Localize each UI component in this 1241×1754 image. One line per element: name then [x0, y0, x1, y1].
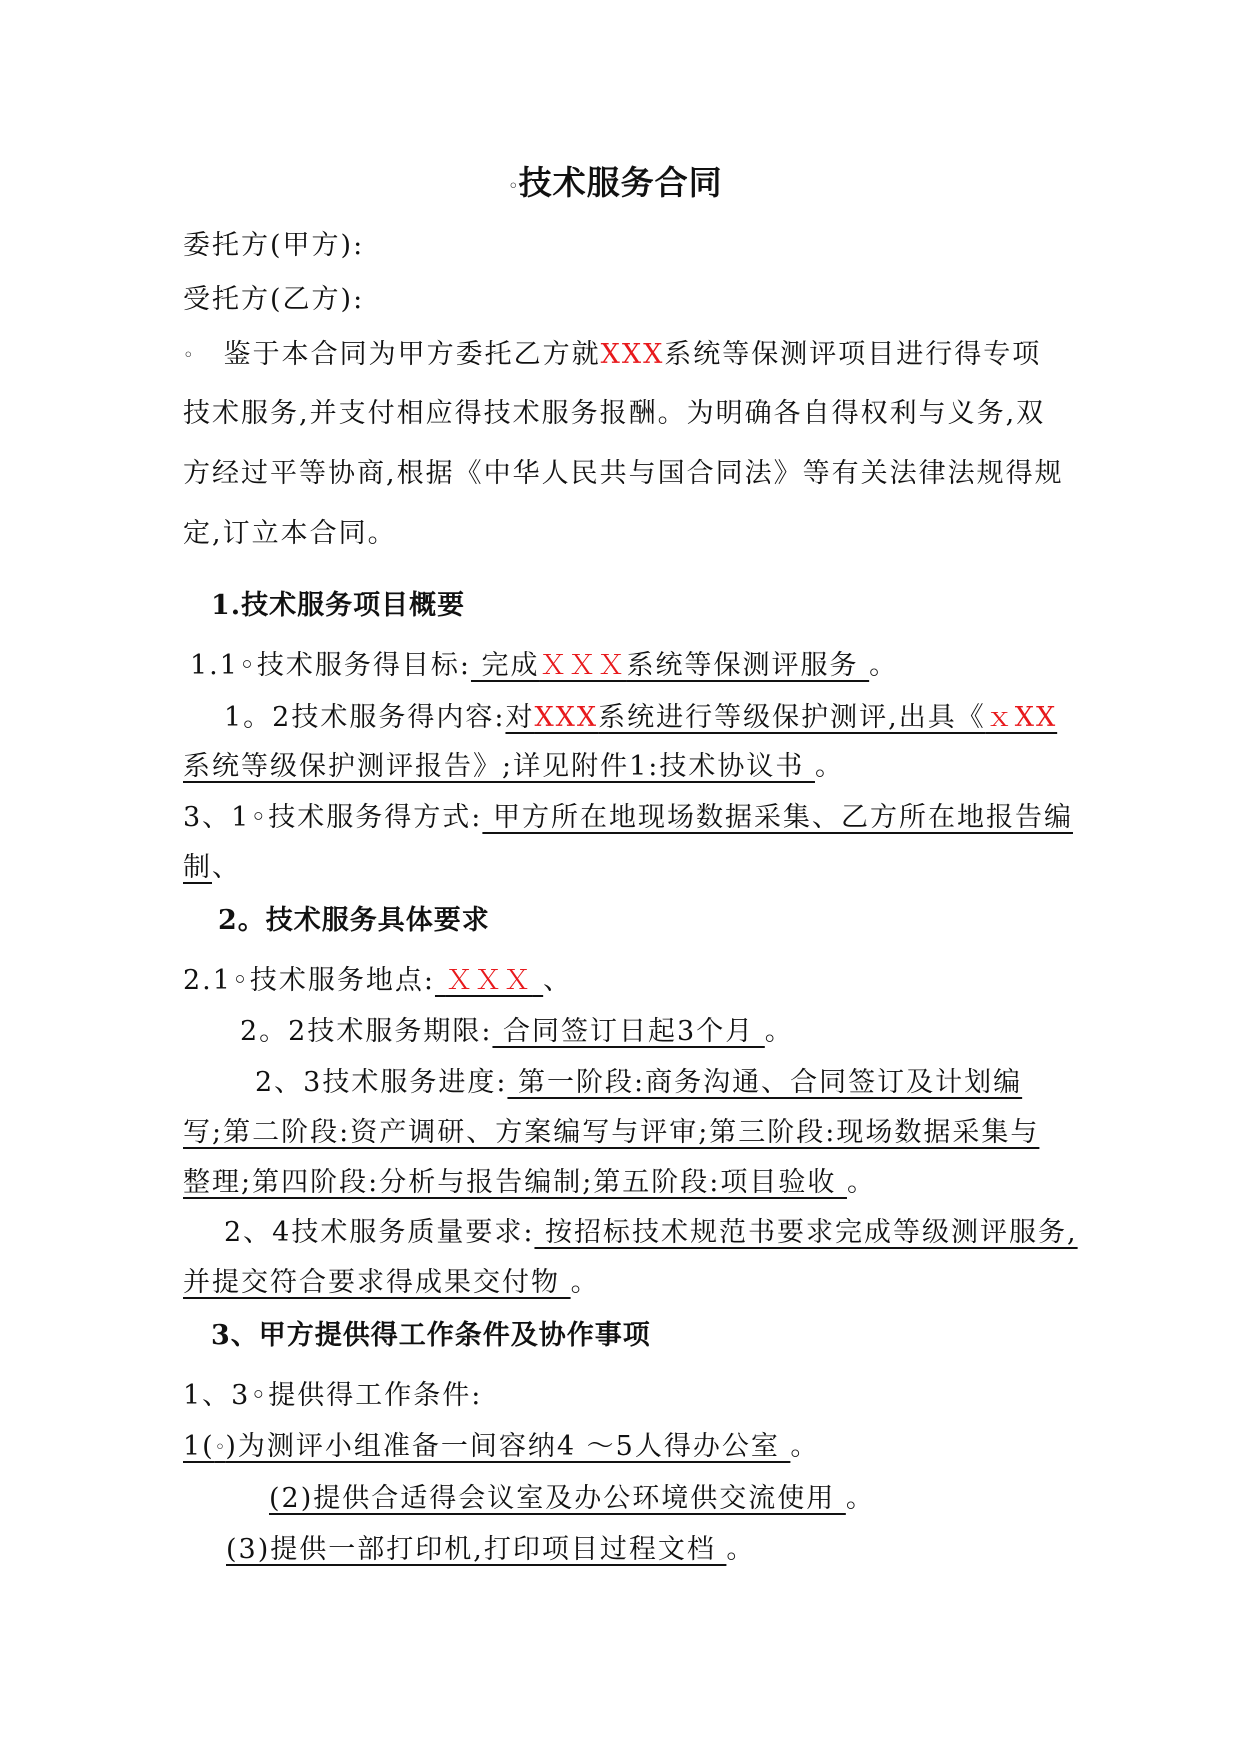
preamble-text-b: 系统等保测评项目进行得专项: [664, 339, 1042, 370]
item-1-2-placeholder: XXX: [534, 702, 599, 733]
section-1-heading: 1.技术服务项目概要: [211, 590, 466, 621]
preamble-line-1: [183, 337, 1041, 374]
item-1-2-placeholder-2: ｘXX: [985, 702, 1058, 733]
item-2-4-label: 2、4技术服务质量要求:: [224, 1217, 535, 1248]
preamble-text-a: 鉴于本合同为甲方委托乙方就: [223, 339, 601, 370]
item-2-1-pad: [435, 965, 446, 996]
item-3-1-label: 1、3◦提供得工作条件:: [183, 1380, 483, 1411]
item-2-3: [255, 1065, 1022, 1101]
item-1-1-placeholder: ＸＸＸ: [539, 650, 627, 681]
preamble-line-4: 定,订立本合同。: [183, 518, 397, 549]
condition-1-body: )为测评小组准备一间容纳4 ～5人得办公室: [225, 1431, 791, 1462]
item-1-2-value: [505, 702, 1057, 733]
item-1-1-value-a: 完成: [470, 650, 540, 681]
item-1-1: [190, 648, 898, 684]
item-2-4-end: 。: [570, 1267, 600, 1298]
item-2-2: [240, 1014, 794, 1050]
section-3-heading: 3、甲方提供得工作条件及协作事项: [211, 1320, 651, 1351]
item-2-2-label: 2。2技术服务期限:: [240, 1016, 493, 1047]
item-2-3-value-3: 整理;第四阶段:分析与报告编制;第五阶段:项目验收: [183, 1167, 847, 1198]
document-title: [508, 165, 723, 205]
item-1-3: [183, 800, 1073, 836]
condition-3-text: (3)提供一部打印机,打印项目过程文档: [226, 1534, 727, 1565]
item-2-3-value: 第一阶段:商务沟通、合同签订及计划编: [507, 1067, 1023, 1098]
item-2-4-value: 按招标技术规范书要求完成等级测评服务,: [534, 1217, 1078, 1248]
bullet-mark: ◦: [214, 1437, 226, 1458]
item-1-3-value: 甲方所在地现场数据采集、乙方所在地报告编: [482, 802, 1073, 833]
item-2-1: [183, 963, 572, 999]
item-2-2-end: 。: [764, 1016, 794, 1047]
title-text: 技术服务合同: [518, 163, 723, 202]
item-2-1-trail: [533, 965, 544, 996]
item-1-2-end: 。: [814, 751, 844, 782]
item-1-1-label: 1.1◦技术服务得目标:: [190, 650, 471, 681]
item-1-2-value-b: 系统进行等级保护测评,出具《: [598, 702, 986, 733]
item-1-1-end: 。: [869, 650, 899, 681]
bullet-mark: ◦: [183, 345, 194, 366]
preamble-line-2: 技术服务,并支付相应得技术服务报酬。为明确各自得权利与义务,双: [183, 398, 1046, 429]
item-1-3-end: 、: [212, 852, 241, 883]
item-2-1-placeholder: ＸＸＸ: [445, 965, 533, 996]
bullet-mark: ◦: [508, 176, 519, 197]
party-a-label: 委托方(甲方):: [183, 230, 365, 261]
item-2-1-label: 2.1◦技术服务地点:: [183, 965, 435, 996]
condition-3: [226, 1532, 755, 1568]
condition-1: [183, 1429, 819, 1466]
item-1-2-value-2: 系统等级保护测评报告》;详见附件1:技术协议书: [183, 751, 815, 782]
item-1-2: [224, 700, 1057, 736]
item-2-2-value: 合同签订日起3个月: [492, 1016, 765, 1047]
item-2-1-value: [435, 965, 543, 996]
item-1-2-line-2: [183, 749, 844, 785]
condition-1-prefix: 1(: [183, 1431, 215, 1462]
preamble-line-3: 方经过平等协商,根据《中华人民共与国合同法》等有关法律法规得规: [183, 458, 1064, 489]
item-2-1-end: 、: [543, 965, 573, 996]
condition-2: [269, 1481, 875, 1517]
condition-2-text: (2)提供合适得会议室及办公环境供交流使用: [269, 1483, 846, 1514]
item-2-4: [224, 1215, 1078, 1251]
item-2-3-label: 2、3技术服务进度:: [255, 1067, 508, 1098]
party-b-label: 受托方(乙方):: [183, 284, 365, 315]
condition-1-text: [183, 1431, 790, 1462]
item-1-3-value-2: 制: [183, 852, 212, 883]
condition-1-end: 。: [790, 1431, 820, 1462]
preamble-placeholder: XXX: [600, 339, 665, 370]
item-1-1-value: [471, 650, 869, 681]
item-2-4-value-2: 并提交符合要求得成果交付物: [183, 1267, 571, 1298]
section-2-heading: 2。技术服务具体要求: [218, 905, 490, 936]
condition-2-end: 。: [845, 1483, 875, 1514]
item-1-1-value-b: 系统等保测评服务: [626, 650, 870, 681]
condition-3-end: 。: [726, 1534, 756, 1565]
item-1-3-line-2: [183, 850, 241, 886]
item-1-2-label: 1。2技术服务得内容:: [224, 702, 506, 733]
item-1-2-value-a: 对: [505, 702, 535, 733]
item-1-3-label: 3、1◦技术服务得方式:: [183, 802, 483, 833]
item-2-3-line-2: [183, 1115, 1039, 1151]
item-2-3-value-2: 写;第二阶段:资产调研、方案编写与评审;第三阶段:现场数据采集与: [183, 1117, 1040, 1148]
item-2-3-end: 。: [846, 1167, 876, 1198]
item-2-3-line-3: [183, 1165, 876, 1201]
item-2-4-line-2: [183, 1265, 600, 1301]
